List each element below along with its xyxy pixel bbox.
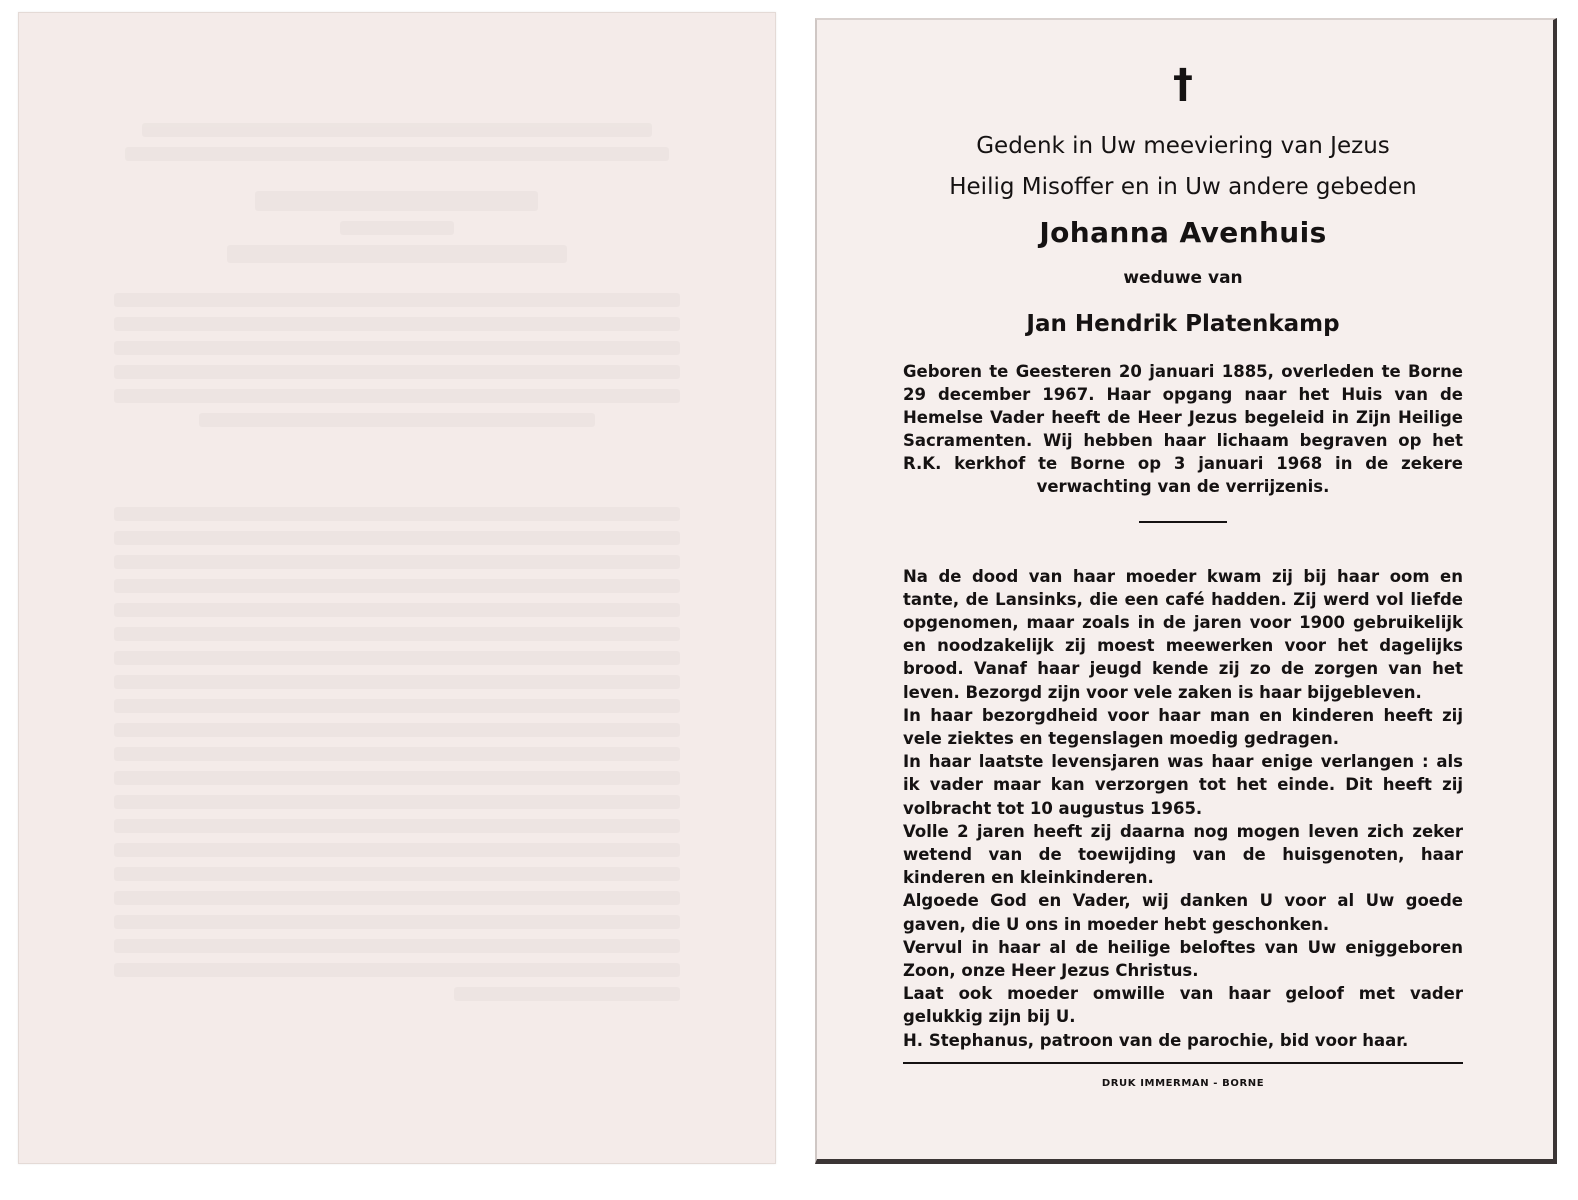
story-paragraph-1: Na de dood van haar moeder kwam zij bij haar oom en tante, de Lansinks, die een café hadden. Zij werd vol liefde opgenomen, maar zoals in de jaren voor 1900 gebruikelijk en noodzakelijk zij moest meewerken voor het dagelijks brood. Vanaf haar jeugd kende zij zo de zorgen van het leven. Bezorgd zijn voor vele zaken is haar bijgebleven. (903, 566, 1463, 702)
card-content (903, 60, 1463, 1089)
husband-name: Jan Hendrik Platenkamp (1026, 311, 1340, 337)
prayer-line-2: Heilig Misoffer en in Uw andere gebeden (949, 174, 1417, 200)
prayer-paragraph-4: H. Stephanus, patroon van de parochie, bid voor haar. (903, 1030, 1409, 1050)
story-paragraph-4: Volle 2 jaren heeft zij daarna nog mogen leven zich zeker wetend van de toewijding van de huisgenoten, haar kinderen en kleinkinderen. (903, 821, 1463, 888)
prayer-paragraph-2: Vervul in haar al de heilige beloftes van Uw eniggeboren Zoon, onze Heer Jezus Christus. (903, 937, 1463, 981)
prayer-paragraph-1: Algoede God en Vader, wij danken U voor al Uw goede gaven, die U ons in moeder hebt geschonken. (903, 891, 1463, 934)
card-back-side (18, 12, 776, 1164)
relation-text: weduwe van (1123, 268, 1243, 288)
prayer-paragraph-3: Laat ook moeder omwille van haar geloof met vader gelukkig zijn bij U. (903, 984, 1463, 1027)
cross-icon: † (1173, 61, 1193, 107)
biography-paragraph: Geboren te Geesteren 20 januari 1885, overleden te Borne 29 december 1967. Haar opgang naar het Huis van de Hemelse Vader heeft de Heer Jezus begeleid in Zijn Heilige Sacramenten. Wij hebben haar lichaam begraven op het R.K. kerkhof te Borne op 3 januari 1968 in de zekere verwachting van de verrijzenis. (903, 362, 1463, 497)
divider-long (903, 1062, 1463, 1064)
bleed-through-texture (114, 53, 680, 1123)
life-story (903, 565, 1463, 1052)
story-paragraph-2: In haar bezorgdheid voor haar man en kinderen heeft zij vele ziektes en tegenslagen moedig gedragen. (903, 705, 1463, 748)
printer-credit: DRUK IMMERMAN - BORNE (1101, 1077, 1265, 1089)
deceased-name: Johanna Avenhuis (1039, 216, 1327, 249)
divider-short (1139, 521, 1227, 523)
card-front-side (815, 18, 1557, 1164)
story-paragraph-3: In haar laatste levensjaren was haar enige verlangen : als ik vader maar kan verzorgen tot het einde. Dit heeft zij volbracht tot 10 augustus 1965. (903, 752, 1463, 818)
prayer-line-1: Gedenk in Uw meeviering van Jezus (976, 133, 1390, 159)
